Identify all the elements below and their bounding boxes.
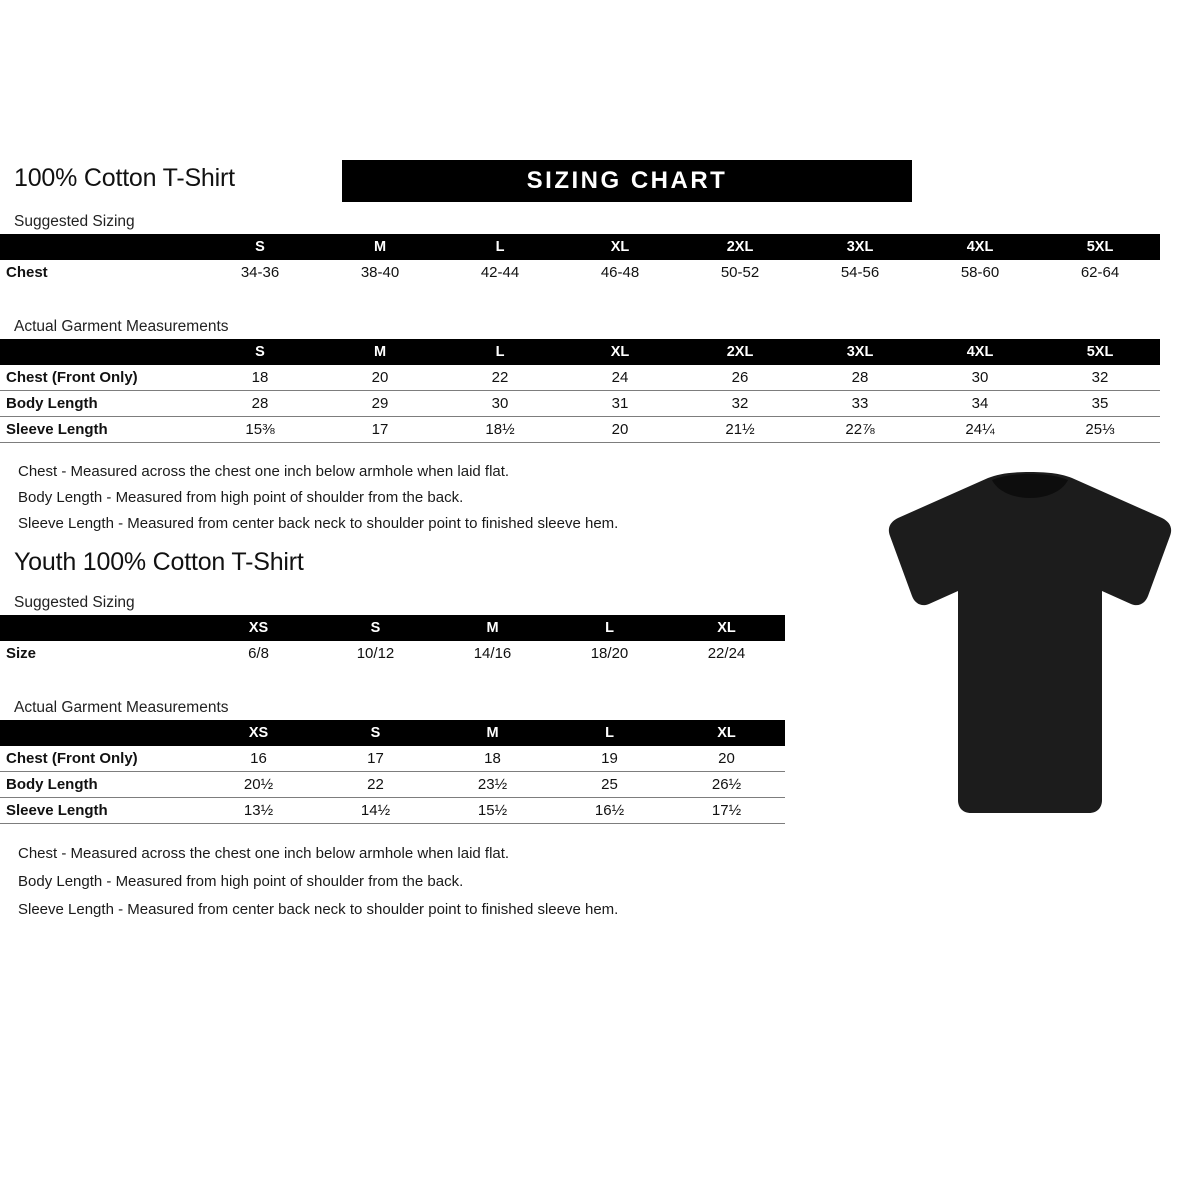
table-row <box>0 417 1160 443</box>
cell: 32 <box>1091 369 1109 386</box>
cell: 23½ <box>477 776 508 793</box>
cell: 18 <box>251 369 269 386</box>
cell: 15½ <box>477 802 508 819</box>
col-header: L <box>605 725 614 741</box>
adult-suggested-sizing-label: Suggested Sizing <box>14 213 135 230</box>
cell: 20 <box>371 369 389 386</box>
cell: 25⅓ <box>1085 421 1115 438</box>
table-row <box>0 798 785 824</box>
col-header: XL <box>717 620 736 636</box>
cell: 18/20 <box>590 645 629 662</box>
cell: 26½ <box>711 776 742 793</box>
col-header: S <box>255 344 265 360</box>
cell: 54-56 <box>840 264 880 281</box>
adult-suggested-sizing-table <box>0 234 1160 285</box>
youth-suggested-sizing-label: Suggested Sizing <box>14 594 135 611</box>
cell: 15⅜ <box>245 421 275 438</box>
cell: 50-52 <box>720 264 760 281</box>
col-header: XS <box>248 620 269 636</box>
cell: 6/8 <box>248 645 269 662</box>
cell: 22 <box>491 369 509 386</box>
col-header: M <box>486 620 499 636</box>
col-header: 2XL <box>726 344 754 360</box>
row-label: Chest (Front Only) <box>6 369 138 386</box>
col-header: 5XL <box>1086 344 1114 360</box>
cell: 46-48 <box>600 264 640 281</box>
row-label: Chest (Front Only) <box>6 750 138 767</box>
cell: 20 <box>611 421 629 438</box>
cell: 35 <box>1091 395 1109 412</box>
youth-note-sleeve-length: Sleeve Length - Measured from center back neck to shoulder point to finished sleeve hem. <box>18 901 619 918</box>
tshirt-illustration <box>880 470 1180 820</box>
cell: 33 <box>851 395 869 412</box>
cell: 62-64 <box>1080 264 1120 281</box>
cell: 38-40 <box>360 264 400 281</box>
row-label: Body Length <box>6 395 98 412</box>
row-label: Size <box>6 645 37 662</box>
youth-actual-measurements-label: Actual Garment Measurements <box>14 699 229 716</box>
cell: 17 <box>367 750 384 767</box>
table-row <box>0 746 785 772</box>
cell: 14½ <box>360 802 391 819</box>
cell: 22 <box>367 776 384 793</box>
col-header: 5XL <box>1086 239 1114 255</box>
adult-actual-measurements-table <box>0 339 1160 443</box>
cell: 18½ <box>485 421 515 438</box>
cell: 16½ <box>594 802 625 819</box>
col-header: L <box>495 344 505 360</box>
cell: 29 <box>371 395 389 412</box>
cell: 28 <box>851 369 869 386</box>
cell: 21½ <box>725 421 755 438</box>
youth-note-body-length: Body Length - Measured from high point of shoulder from the back. <box>18 873 464 890</box>
col-header: M <box>373 344 387 360</box>
cell: 10/12 <box>356 645 395 662</box>
cell: 13½ <box>243 802 274 819</box>
adult-note-body-length: Body Length - Measured from high point of shoulder from the back. <box>18 489 464 506</box>
cell: 16 <box>250 750 267 767</box>
table-header-row <box>0 720 785 746</box>
cell: 26 <box>731 369 749 386</box>
col-header <box>0 234 200 260</box>
table-header-row <box>0 615 785 641</box>
adult-note-sleeve-length: Sleeve Length - Measured from center back neck to shoulder point to finished sleeve hem. <box>18 515 619 532</box>
row-label: Chest <box>6 264 48 281</box>
table-row <box>0 260 1160 285</box>
table-header-row <box>0 234 1160 260</box>
cell: 20 <box>718 750 735 767</box>
cell: 34-36 <box>240 264 280 281</box>
table-row <box>0 391 1160 417</box>
sizing-chart-banner-label: SIZING CHART <box>526 167 728 194</box>
col-header: S <box>370 620 381 636</box>
youth-section-title: Youth 100% Cotton T-Shirt <box>14 548 304 576</box>
table-header-row <box>0 339 1160 365</box>
cell: 28 <box>251 395 269 412</box>
col-header: L <box>495 239 505 255</box>
row-label: Body Length <box>6 776 98 793</box>
col-header <box>0 720 200 746</box>
col-header: 4XL <box>966 239 994 255</box>
adult-note-chest: Chest - Measured across the chest one inch below armhole when laid flat. <box>18 463 510 480</box>
cell: 25 <box>601 776 618 793</box>
page-title: 100% Cotton T-Shirt <box>14 164 235 192</box>
cell: 24 <box>611 369 629 386</box>
col-header: M <box>373 239 387 255</box>
youth-suggested-sizing-table <box>0 615 785 666</box>
cell: 17½ <box>711 802 742 819</box>
col-header: 2XL <box>726 239 754 255</box>
col-header: M <box>486 725 499 741</box>
cell: 19 <box>601 750 618 767</box>
cell: 42-44 <box>480 264 520 281</box>
black-tshirt-icon <box>880 470 1180 820</box>
col-header: S <box>255 239 265 255</box>
col-header <box>0 339 200 365</box>
cell: 14/16 <box>473 645 512 662</box>
col-header: XL <box>717 725 736 741</box>
cell: 31 <box>611 395 629 412</box>
cell: 17 <box>371 421 389 438</box>
cell: 30 <box>491 395 509 412</box>
col-header: XL <box>610 239 630 255</box>
col-header: 3XL <box>846 344 874 360</box>
col-header: S <box>370 725 381 741</box>
row-label: Sleeve Length <box>6 802 108 819</box>
col-header: 4XL <box>966 344 994 360</box>
adult-actual-measurements-label: Actual Garment Measurements <box>14 318 229 335</box>
row-label: Sleeve Length <box>6 421 108 438</box>
table-row <box>0 772 785 798</box>
cell: 34 <box>971 395 989 412</box>
cell: 20½ <box>243 776 274 793</box>
col-header: XS <box>248 725 269 741</box>
table-row <box>0 641 785 666</box>
document-header <box>14 160 1186 204</box>
sizing-chart-banner <box>342 160 912 202</box>
cell: 18 <box>484 750 501 767</box>
col-header: 3XL <box>846 239 874 255</box>
cell: 30 <box>971 369 989 386</box>
youth-actual-measurements-table <box>0 720 785 824</box>
col-header <box>0 615 200 641</box>
cell: 58-60 <box>960 264 1000 281</box>
cell: 24¼ <box>965 421 995 438</box>
col-header: XL <box>610 344 630 360</box>
youth-note-chest: Chest - Measured across the chest one inch below armhole when laid flat. <box>18 845 510 862</box>
cell: 22⅞ <box>845 421 875 438</box>
cell: 22/24 <box>707 645 746 662</box>
col-header: L <box>605 620 614 636</box>
cell: 32 <box>731 395 749 412</box>
table-row <box>0 365 1160 391</box>
